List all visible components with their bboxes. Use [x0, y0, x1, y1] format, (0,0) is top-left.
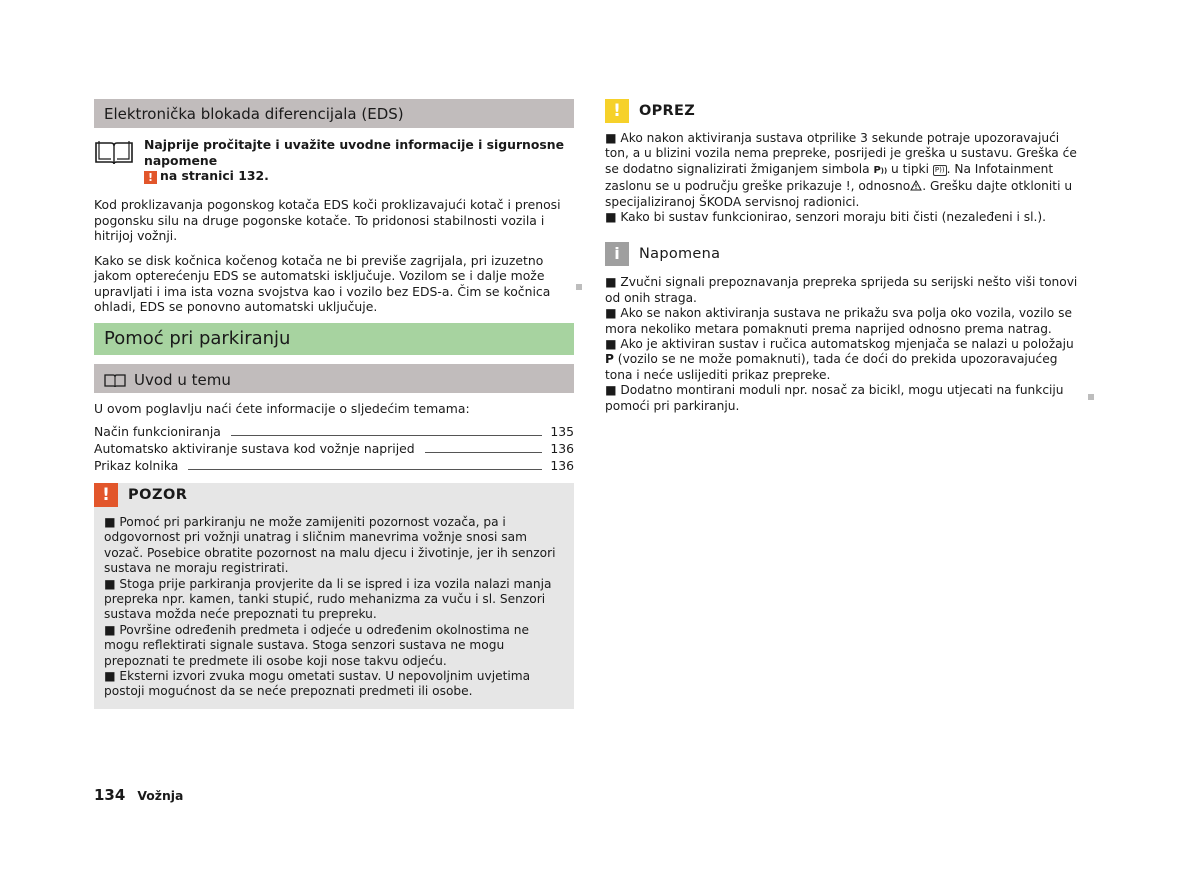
chapter-name: Vožnja — [137, 788, 184, 803]
toc-leader-line — [231, 435, 542, 436]
caution-body — [605, 131, 1085, 225]
caution-header — [605, 99, 1085, 123]
caution-text: u tipki — [887, 161, 933, 176]
section-end-marker — [1088, 394, 1094, 400]
exclamation-icon: ! — [94, 483, 118, 507]
note-item: ■ Zvučni signali prepoznavanja prepreka sprijeda su serijski nešto viši tonovi od onih straga. — [605, 275, 1078, 305]
warning-item: ■ Eksterni izvori zvuka mogu ometati sustav. U nepovoljnim uvjetima postoji mogućnost da se neće prepoznati predmeti ili osobe. — [104, 669, 531, 699]
toc-label: Prikaz kolnika — [94, 458, 179, 473]
toc-page: 135 — [550, 424, 574, 439]
right-column — [605, 99, 1085, 414]
book-icon — [104, 373, 126, 388]
toc-label: Način funkcioniranja — [94, 424, 221, 439]
parking-chapter-title: Pomoć pri parkiranju — [104, 328, 291, 349]
warning-item: ■ Pomoć pri parkiranju ne može zamijeniti pozornost vozača, pa i odgovornost pri vožnji unatrag i sličnim manevrima vožnje snosi sam vozač. Posebice obratite pozornost na malu djecu i životinje, jer ih senzori sustava ne moraju registrirati. — [104, 515, 556, 576]
note-item: ■ Ako se nakon aktiviranja sustava ne prikažu sva polja oko vozila, vozilo se mora nekoliko metara pomaknuti prema naprijed odnosno prema natrag. — [605, 306, 1072, 336]
caution-title: OPREZ — [639, 103, 696, 119]
eds-paragraph-1: Kod proklizavanja pogonskog kotača EDS koči proklizavajući kotač i prenosi pogonsku silu na druge pogonske kotače. To pridonosi stabilnosti vozila i hitrijoj vožnji. — [94, 197, 561, 243]
note-text: ■ Ako je aktiviran sustav i ručica automatskog mjenjača se nalazi u položaju — [605, 337, 1074, 352]
toc-page: 136 — [550, 441, 574, 456]
toc-label: Automatsko aktiviranje sustava kod vožnje naprijed — [94, 441, 415, 456]
toc-page: 136 — [550, 458, 574, 473]
warning-header — [94, 483, 574, 507]
warning-item: ■ Površine određenih predmeta i odjeće u određenim okolnostima ne mogu reflektirati signale sustava. Stoga senzori sustava ne mogu prepoznati te predmete ili osobe koji nose takvu odjeću. — [104, 622, 529, 668]
parking-symbol-letter: P — [873, 164, 881, 176]
page-reference-link[interactable]: na stranici 132. — [160, 168, 269, 183]
toc-row[interactable] — [94, 423, 574, 440]
note-text: (vozilo se ne može pomaknuti), tada će doći do prekida upozoravajućeg tona i neće uslijediti prikaz prepreke. — [605, 352, 1058, 382]
note-body — [605, 275, 1085, 414]
caution-text: . Na Infotainment zaslonu se u području greške prikazuje !, odnosno — [605, 161, 1054, 194]
section-end-marker — [576, 284, 582, 290]
caution-item — [605, 131, 1085, 210]
info-icon: i — [605, 242, 629, 266]
page-footer — [94, 786, 183, 804]
warning-item: ■ Stoga prije parkiranja provjerite da li se ispred i iza vozila nalazi manja prepreka npr. kamen, tanki stupić, rudo mehanizma za vuču i sl. Senzori sustava možda neće prepoznati tu prepreku. — [104, 576, 552, 622]
note-item — [605, 337, 1085, 383]
warning-title: POZOR — [128, 487, 188, 503]
toc-leader-line — [425, 452, 543, 453]
intro-section-title: Uvod u temu — [134, 371, 231, 389]
caution-item: ■ Kako bi sustav funkcionirao, senzori moraju biti čisti (nezaleđeni i sl.). — [605, 210, 1047, 225]
warning-mini-icon: ! — [144, 171, 157, 184]
read-first-text — [144, 137, 574, 184]
parking-key-icon: P)) — [934, 165, 945, 174]
toc-row[interactable] — [94, 457, 574, 474]
open-book-icon — [94, 139, 134, 165]
toc-leader-line — [188, 469, 542, 470]
intro-section-header — [94, 364, 574, 393]
note-header — [605, 242, 1085, 266]
table-of-contents — [94, 423, 574, 474]
toc-row[interactable] — [94, 440, 574, 457]
parking-key-label: P — [934, 165, 940, 174]
parking-chapter-header — [94, 323, 574, 355]
warning-body — [94, 507, 574, 700]
intro-text: U ovom poglavlju naći ćete informacije o sljedećim temama: — [94, 401, 470, 416]
eds-paragraph-2: Kako se disk kočnica kočenog kotača ne bi previše zagrijala, pri izuzetno jakom opterećenju EDS se automatski isključuje. Vozilom se i dalje može upravljati i ima ista vozna svojstva kao i vozilo bez EDS-a. Čim se kočnica ohladi, EDS se ponovno automatski uključuje. — [94, 252, 551, 314]
read-first-note — [94, 137, 574, 184]
note-item: ■ Dodatno montirani moduli npr. nosač za bicikl, mogu utjecati na funkciju pomoći pri parkiranju. — [605, 383, 1064, 413]
note-title: Napomena — [639, 246, 721, 263]
left-column — [94, 99, 574, 699]
warning-triangle-icon — [910, 180, 922, 191]
eds-section-header — [94, 99, 574, 128]
page-number: 134 — [94, 786, 126, 804]
eds-section-title: Elektronička blokada diferencijala (EDS) — [104, 105, 404, 123]
warning-box — [94, 483, 574, 709]
gear-position-p: P — [605, 352, 614, 367]
read-first-line: Najprije pročitajte i uvažite uvodne informacije i sigurnosne napomene — [144, 137, 564, 168]
caution-text: . Grešku dajte otkloniti u specijaliziranoj ŠKODA servisnoj radionici. — [605, 179, 1073, 209]
caution-text: ■ Ako nakon aktiviranja sustava otprilike 3 sekunde potraje upozoravajući ton, a u blizini vozila nema prepreke, posrijedi je greška u sustavu. Greška će se dodatno signalizirati žmiganjem simbola — [605, 131, 1077, 176]
parking-sensor-symbol-icon: P)) — [873, 164, 888, 176]
caution-exclamation-icon: ! — [605, 99, 629, 123]
